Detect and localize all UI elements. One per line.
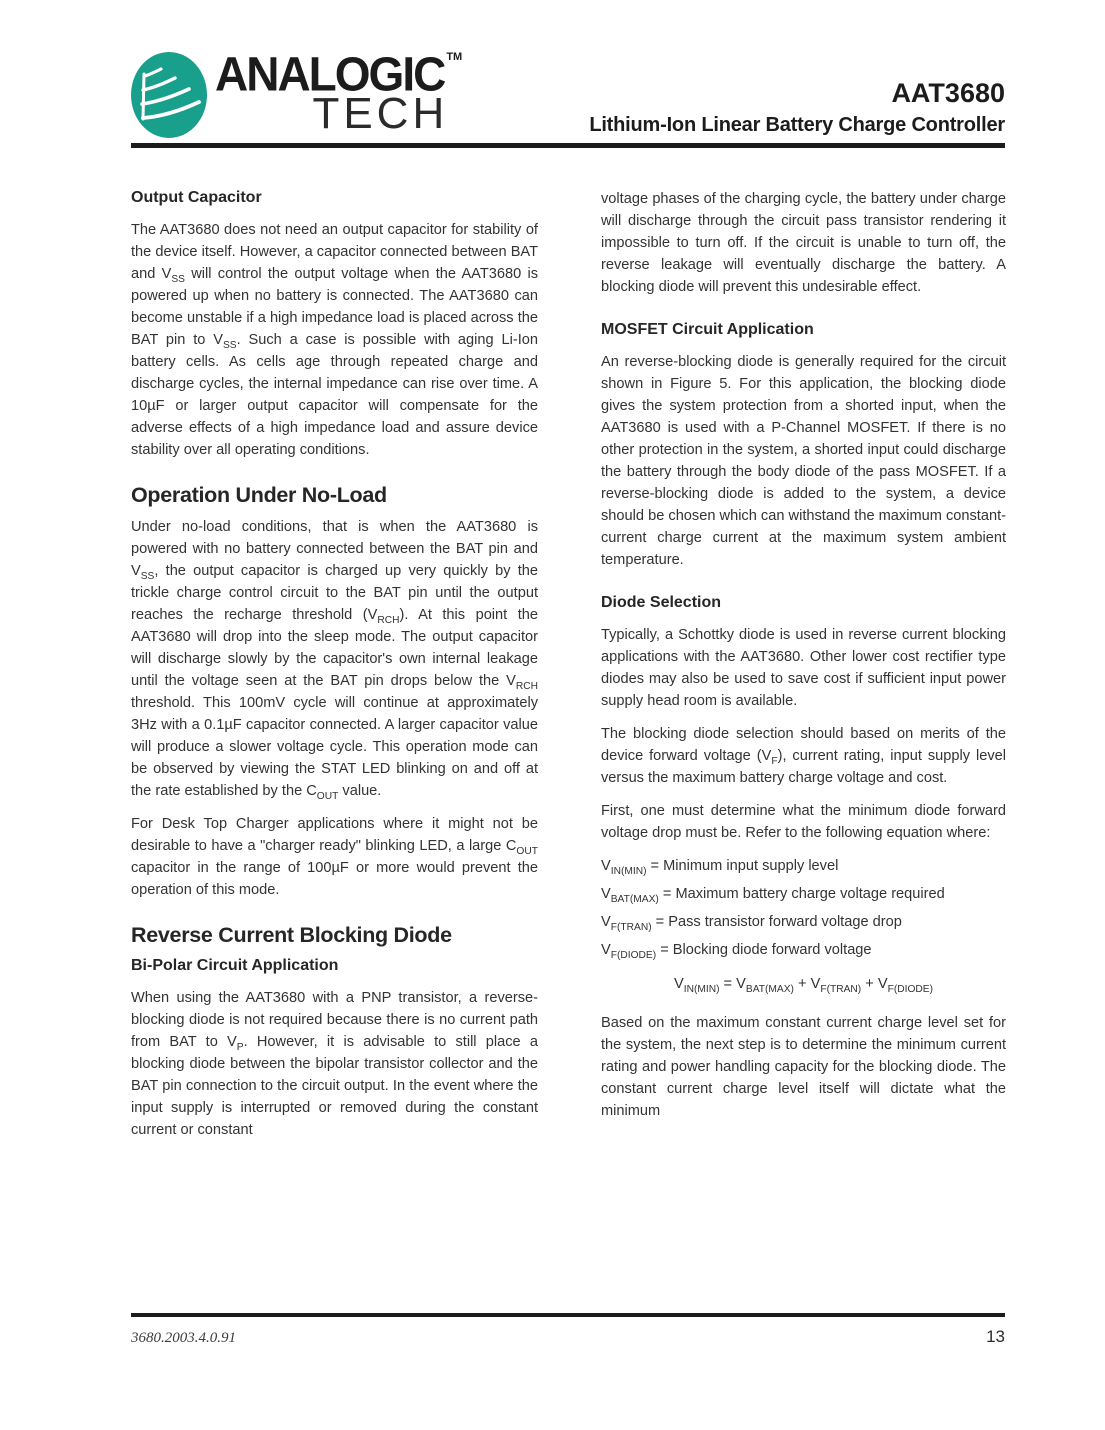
tm-mark: TM: [446, 51, 463, 63]
page-number: 13: [986, 1327, 1005, 1346]
paragraph: First, one must determine what the minimum diode forward voltage drop must be. Refer to the following equation where:: [601, 803, 1006, 841]
paragraph: Based on the maximum constant current charge level set for the system, the next step is to determine the minimum current rating and power handling capacity for the blocking diode. The constant current charge level itself will dictate what the minimum: [601, 1015, 1006, 1119]
header-rule: [131, 143, 1005, 148]
logo-mark-icon: [131, 52, 207, 138]
brand-wordmark: [215, 46, 463, 138]
subsection-heading: Output Capacitor: [131, 189, 262, 206]
definition-line: $V_{F(DIODE)}$ = Blocking diode forward voltage: [601, 942, 872, 961]
paragraph: Under no-load conditions, that is when the AAT3680 is powered with no battery connected between the BAT pin and $V_{SS}$, the output capacitor is charged up very quickly by the trickle charge control circuit to the BAT pin until the output reaches the recharge threshold $(V_{RCH})$. At this point the AAT3680 will drop into the sleep mode. The output capacitor will discharge slowly by the capacitor's own internal leakage until the voltage seen at the BAT pin drops below the $V_{RCH}$ threshold. This 100mV cycle will continue at approximately 3Hz with a 0.1µF capacitor connected. A larger capacitor value will produce a slower voltage cycle. This operation mode can be observed by viewing the STAT LED blinking on and off at the rate established by the $C_{OUT}$ value.: [131, 519, 538, 802]
column-left: [131, 188, 538, 1152]
paragraph: The AAT3680 does not need an output capacitor for stability of the device itself. However, a capacitor connected between BAT and $V_{SS}$ will control the output voltage when the AAT3680 is powered up when no battery is connected. The AAT3680 can become unstable if a high impedance load is placed across the BAT pin to $V_{SS}$. Such a case is possible with aging Li-Ion battery cells. As cells age through repeated charge and discharge cycles, the internal impedance can rise over time. A 10µF or larger output capacitor will compensate for the adverse effects of a high impedance load and assure device stability over all operating conditions.: [131, 222, 539, 458]
brand-tech: TECH: [312, 89, 449, 138]
definition-line: $V_{F(TRAN)}$ = Pass transistor forward voltage drop: [601, 914, 902, 933]
section-heading: Reverse Current Blocking Diode: [131, 923, 452, 947]
page-header: [131, 46, 1005, 142]
definition-line: $V_{IN(MIN)}$ = Minimum input supply level: [601, 858, 839, 877]
paragraph: The blocking diode selection should based on merits of the device forward voltage $(V_F)$, current rating, input supply level versus the maximum battery charge voltage and cost.: [601, 726, 1007, 786]
analogictech-logo: [131, 46, 463, 138]
doc-code: 3680.2003.4.0.91: [131, 1330, 236, 1346]
footer-rule: [131, 1313, 1005, 1317]
paragraph: When using the AAT3680 with a PNP transistor, a reverse-blocking diode is not required because there is no current path from BAT to $V_P$. However, it is advisable to still place a blocking diode between the bipolar transistor collector and the BAT pin connection to the circuit output. In the event where the input supply is interrupted or removed during the constant current or constant: [131, 990, 538, 1138]
column-right: [601, 188, 1006, 1133]
subsection-heading: Bi-Polar Circuit Application: [131, 957, 339, 974]
paragraph: voltage phases of the charging cycle, the battery under charge will discharge through the circuit pass transistor rendering it impossible to turn off. If the circuit is unable to turn off, the reverse leakage will eventually discharge the battery. A blocking diode will prevent this undesirable effect.: [601, 191, 1006, 295]
subsection-heading: MOSFET Circuit Application: [601, 321, 814, 338]
section-heading: Operation Under No-Load: [131, 483, 387, 507]
part-number: AAT3680: [891, 78, 1005, 108]
definition-line: $V_{BAT(MAX)}$ = Maximum battery charge voltage required: [601, 886, 945, 905]
paragraph: An reverse-blocking diode is generally required for the circuit shown in Figure 5. For this application, the blocking diode gives the system protection from a shorted input, when the AAT3680 is used with a P-Channel MOSFET. If there is no other protection in the system, a shorted input could discharge the battery through the body diode of the pass MOSFET. If a reverse-blocking diode is added to the system, a device should be chosen which can withstand the maximum constant- current charge current at the maximum system ambient temperature.: [601, 354, 1006, 568]
doc-subtitle: Lithium-Ion Linear Battery Charge Controller: [589, 114, 1005, 136]
paragraph: For Desk Top Charger applications where it might not be desirable to have a "charger ready" blinking LED, a large $C_{OUT}$ capacitor in the range of 100µF or more would prevent the operation of this mode.: [131, 816, 538, 898]
brand-analogic: ANALOGIC: [215, 46, 445, 101]
subsection-heading: Diode Selection: [601, 594, 722, 611]
title-block: [589, 78, 1005, 137]
equation: $V_{IN(MIN)} = V_{BAT(MAX)} + V_{F(TRAN)} + V_{F(DIODE)}$: [674, 976, 933, 995]
paragraph: Typically, a Schottky diode is used in reverse current blocking applications with the AAT3680. Other lower cost rectifier type diodes may also be used to save cost if sufficient input power supply head room is available.: [601, 627, 1006, 709]
